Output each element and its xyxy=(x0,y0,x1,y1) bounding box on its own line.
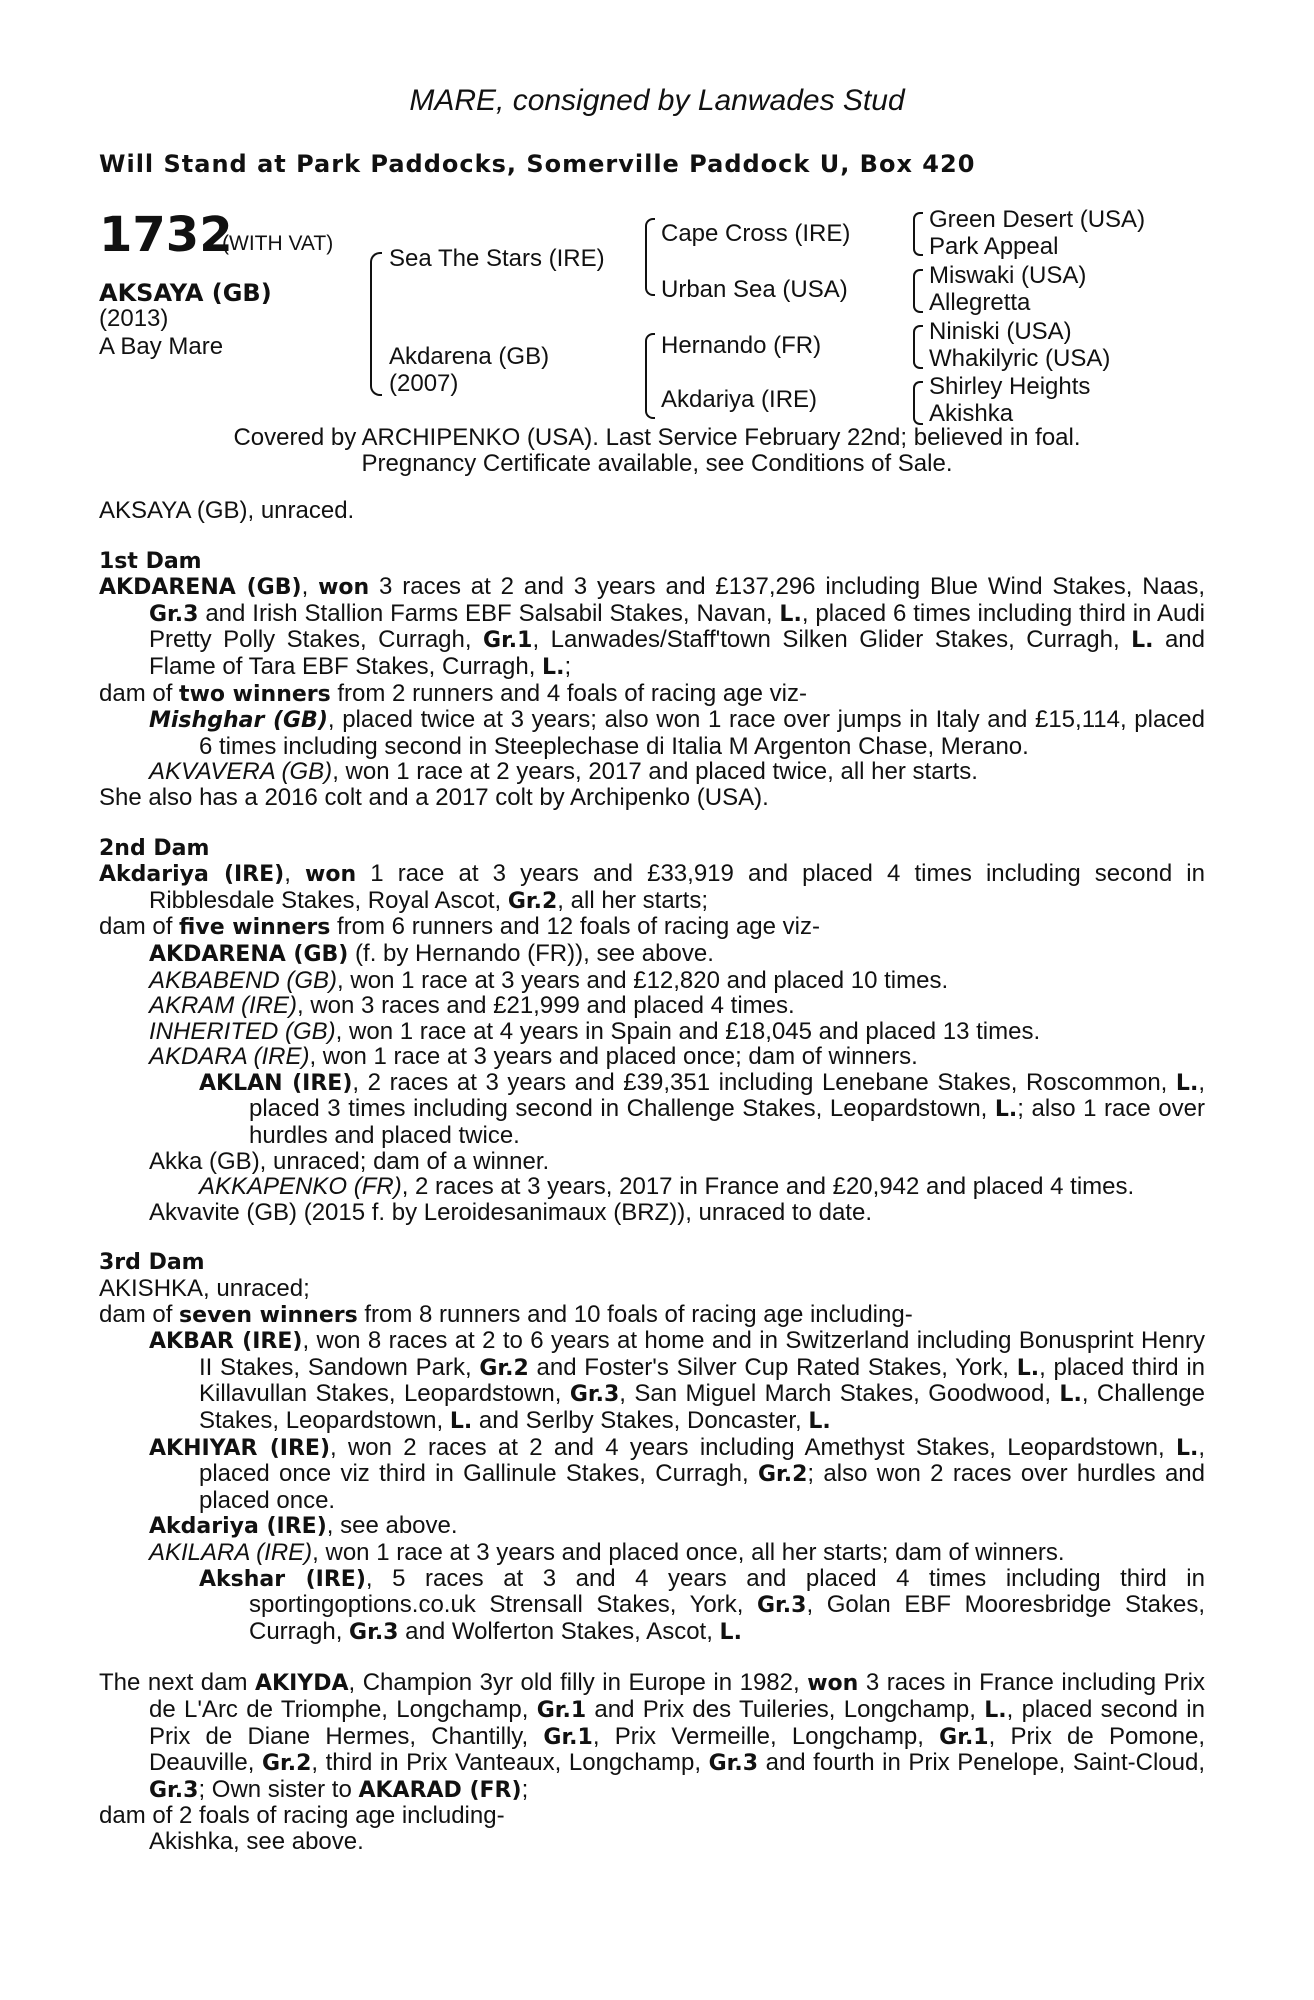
produce-entry: AKVAVERA (GB), won 1 race at 2 years, 2017 and placed twice, all her starts. xyxy=(149,758,978,786)
covering-notice xyxy=(0,425,1314,477)
produce-entry: AKILARA (IRE), won 1 race at 3 years and placed once, all her starts; dam of winners. xyxy=(149,1538,1065,1566)
produce-entry: Akishka, see above. xyxy=(149,1827,364,1855)
section-heading-1st-dam: 1st Dam xyxy=(99,548,202,574)
catalogue-body xyxy=(99,498,1205,1855)
pedigree-bracket xyxy=(913,325,923,369)
vat-note: (WITH VAT) xyxy=(222,232,334,255)
horse-description: A Bay Mare xyxy=(99,333,224,360)
pedigree-dds: Shirley Heights xyxy=(929,373,1091,400)
first-dam-record: AKDARENA (GB), won 3 races at 2 and 3 years and £137,296 including Blue Wind Stakes, Naas, Gr.3 and Irish Stallion Farms EBF Salsabil Stakes, Navan, L., placed 6 times including third in Audi Pretty Polly Stakes, Curragh, Gr.1, Lanwades/Staff'town Silken Glider Stakes, Curragh, L. and Flame of Tara EBF Stakes, Curragh, L.; xyxy=(99,573,1206,680)
produce-note: She also has a 2016 colt and a 2017 colt by Archipenko (USA). xyxy=(99,783,769,811)
pedigree-bracket xyxy=(645,333,655,419)
produce-entry: AKDARA (IRE), won 1 race at 3 years and placed once; dam of winners. xyxy=(149,1043,918,1071)
pedigree-sire-sire: Cape Cross (IRE) xyxy=(661,220,851,247)
pregnancy-line: Pregnancy Certificate available, see Conditions of Sale. xyxy=(361,450,953,477)
produce-entry: Akdariya (IRE), see above. xyxy=(149,1512,458,1540)
produce-entry: AKBABEND (GB), won 1 race at 3 years and £12,820 and placed 10 times. xyxy=(149,966,949,994)
intro-line: AKSAYA (GB), unraced. xyxy=(99,497,355,524)
grand-produce-entry: Akshar (IRE), 5 races at 3 and 4 years and placed 4 times including third in sportingoptions.co.uk Strensall Stakes, York, Gr.3, Golan EBF Mooresbridge Stakes, Curragh, Gr.3 and Wolferton Stakes, Ascot, L. xyxy=(199,1564,1205,1645)
pedigree-sss: Green Desert (USA) xyxy=(929,206,1146,233)
produce-entry: AKBAR (IRE), won 8 races at 2 to 6 years at home and in Switzerland including Bonusprint Henry II Stakes, Sandown Park, Gr.2 and Foster's Silver Cup Rated Stakes, York, L., placed third in Killavullan Stakes, Leopardstown, Gr.3, San Miguel March Stakes, Goodwood, L., Challenge Stakes, Leopardstown, L. and Serlby Stakes, Doncaster, L. xyxy=(149,1327,1206,1434)
pedigree-bracket xyxy=(913,212,923,256)
next-dam-record: The next dam AKIYDA, Champion 3yr old filly in Europe in 1982, won 3 races in France including Prix de L'Arc de Triomphe, Longchamp, Gr.1 and Prix des Tuileries, Longchamp, L., placed second in Prix de Diane Hermes, Chantilly, Gr.1, Prix Vermeille, Longchamp, Gr.1, Prix de Pomone, Deauville, Gr.2, third in Prix Vanteaux, Longchamp, Gr.3 and fourth in Prix Penelope, Saint-Cloud, Gr.3; Own sister to AKARAD (FR); xyxy=(99,1669,1206,1803)
horse-name: AKSAYA (GB) xyxy=(99,279,272,307)
produce-entry: AKHIYAR (IRE), won 2 races at 2 and 4 years including Amethyst Stakes, Leopardstown, L., placed once viz third in Gallinule Stakes, Curragh, Gr.2; also won 2 races over hurdles and placed once. xyxy=(149,1433,1205,1514)
produce-entry: Akvavite (GB) (2015 f. by Leroidesanimaux (BRZ)), unraced to date. xyxy=(149,1198,872,1226)
third-dam-record: AKISHKA, unraced; xyxy=(99,1275,310,1303)
next-dam-produce-summary: dam of 2 foals of racing age including- xyxy=(99,1802,505,1830)
pedigree-dss: Niniski (USA) xyxy=(929,318,1072,345)
third-dam-produce-summary: dam of seven winners from 8 runners and 10 foals of racing age including- xyxy=(99,1300,913,1328)
section-heading-3rd-dam: 3rd Dam xyxy=(99,1250,205,1276)
first-dam-produce-summary: dam of two winners from 2 runners and 4 foals of racing age viz- xyxy=(99,679,807,707)
pedigree-ssd: Park Appeal xyxy=(929,233,1059,260)
pedigree-sds: Miswaki (USA) xyxy=(929,262,1087,289)
pedigree-bracket xyxy=(913,381,923,425)
pedigree-dam-year: (2007) xyxy=(389,370,459,397)
second-dam-record: Akdariya (IRE), won 1 race at 3 years and £33,919 and placed 4 times including second in Ribblesdale Stakes, Royal Ascot, Gr.2, all her starts; xyxy=(99,860,1205,914)
consignment-title: MARE, consigned by Lanwades Stud xyxy=(409,84,905,117)
pedigree-dsd: Whakilyric (USA) xyxy=(929,345,1111,372)
pedigree-sdd: Allegretta xyxy=(929,289,1031,316)
produce-entry: AKRAM (IRE), won 3 races and £21,999 and placed 4 times. xyxy=(149,992,795,1020)
produce-entry: Akka (GB), unraced; dam of a winner. xyxy=(149,1147,550,1175)
pedigree-ddd: Akishka xyxy=(929,400,1014,427)
covering-line: Covered by ARCHIPENKO (USA). Last Service February 22nd; believed in foal. xyxy=(233,424,1081,451)
horse-year: (2013) xyxy=(99,305,169,332)
grand-produce-entry: AKLAN (IRE), 2 races at 3 years and £39,351 including Lenebane Stakes, Roscommon, L., placed 3 times including second in Challenge Stakes, Leopardstown, L.; also 1 race over hurdles and placed twice. xyxy=(199,1068,1205,1150)
produce-entry: INHERITED (GB), won 1 race at 4 years in Spain and £18,045 and placed 13 times. xyxy=(149,1017,1041,1045)
pedigree-dam-sire: Hernando (FR) xyxy=(661,332,822,359)
pedigree-bracket xyxy=(645,218,655,296)
pedigree-dam: Akdarena (GB) xyxy=(389,343,550,370)
produce-entry: Mishghar (GB), placed twice at 3 years; also won 1 race over jumps in Italy and £15,114, placed 6 times including second in Steeplechase di Italia M Argenton Chase, Merano. xyxy=(149,706,1205,760)
produce-entry: AKDARENA (GB) (f. by Hernando (FR)), see above. xyxy=(149,939,714,967)
section-heading-2nd-dam: 2nd Dam xyxy=(99,835,210,861)
pedigree-sire-dam: Urban Sea (USA) xyxy=(661,276,848,303)
lot-number: 1732 xyxy=(99,207,233,263)
second-dam-produce-summary: dam of five winners from 6 runners and 12 foals of racing age viz- xyxy=(99,913,820,941)
pedigree-dam-dam: Akdariya (IRE) xyxy=(661,386,818,413)
pedigree-bracket xyxy=(370,252,382,396)
pedigree-sire: Sea The Stars (IRE) xyxy=(389,245,605,272)
pedigree-bracket xyxy=(913,269,923,313)
grand-produce-entry: AKKAPENKO (FR), 2 races at 3 years, 2017 in France and £20,942 and placed 4 times. xyxy=(199,1173,1135,1201)
stand-location: Will Stand at Park Paddocks, Somerville Paddock U, Box 420 xyxy=(99,150,976,178)
